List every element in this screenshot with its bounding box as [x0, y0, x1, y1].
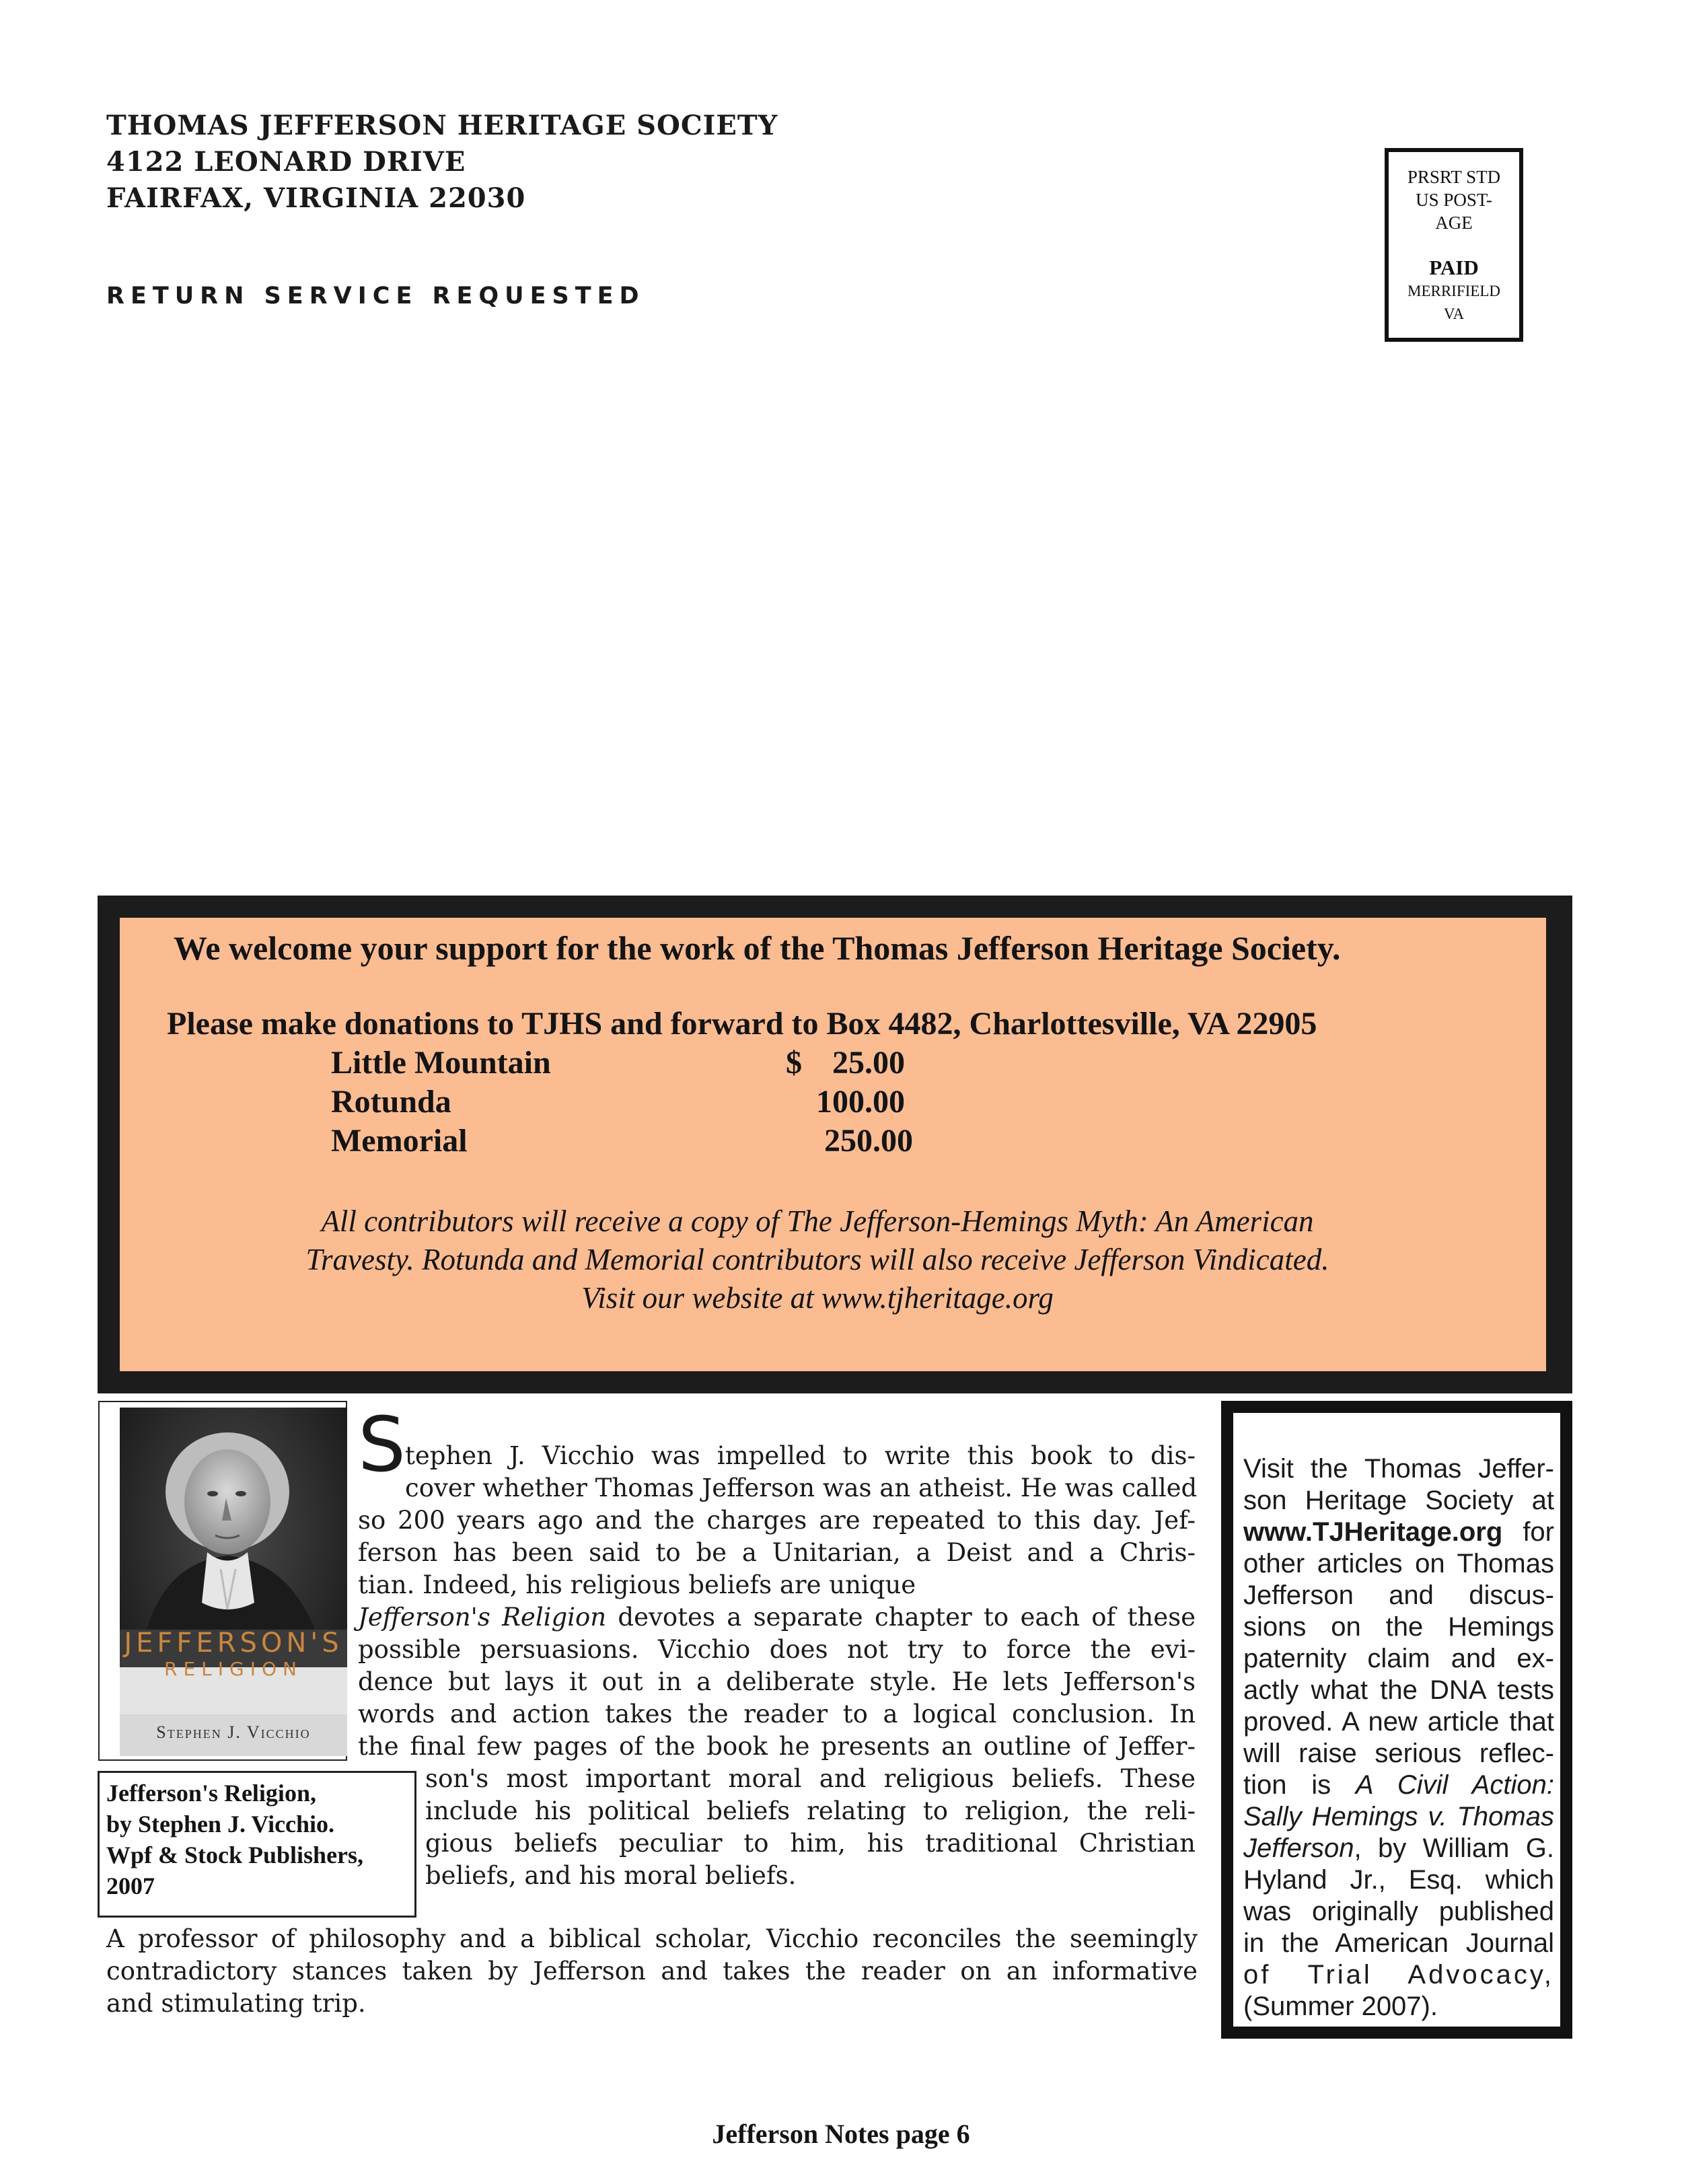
- postage-indicia: [1385, 148, 1523, 342]
- article-line: the final few pages of the book he presents an outline of Jeffer-: [358, 1732, 1196, 1761]
- sidebar-line: son Heritage Society at: [1243, 1486, 1554, 1515]
- article-line: [358, 1601, 1196, 1634]
- donation-note-line: All contributors will receive a copy of The Jefferson-Hemings Myth: An American: [321, 1204, 1314, 1238]
- caption-line: by Stephen J. Vicchio.: [106, 1811, 335, 1837]
- sidebar-line: paternity claim and ex-: [1243, 1644, 1554, 1673]
- level-name: Rotunda: [331, 1084, 451, 1120]
- sidebar-line: [1243, 1517, 1554, 1548]
- sidebar-line: Visit the Thomas Jeffer-: [1243, 1454, 1554, 1484]
- sidebar-line: [1243, 1833, 1554, 1864]
- sidebar-line: of Trial Advocacy,: [1243, 1960, 1554, 1990]
- article-line: dence but lays it out in a deliberate style. He lets Jefferson's: [358, 1667, 1196, 1696]
- page-footer: Jefferson Notes page 6: [712, 2119, 970, 2149]
- website-link[interactable]: www.TJHeritage.org: [1243, 1517, 1503, 1547]
- sidebar-line: was originally published: [1243, 1897, 1554, 1926]
- caption-line: 2007: [106, 1872, 155, 1899]
- level-name: Memorial: [331, 1123, 468, 1159]
- level-name: Little Mountain: [331, 1045, 551, 1081]
- article-line: beliefs, and his moral beliefs.: [425, 1861, 797, 1890]
- article-line: include his political beliefs relating to religion, the reli-: [425, 1796, 1196, 1825]
- sidebar-line: [1243, 1801, 1554, 1833]
- donation-instructions: Please make donations to TJHS and forward to Box 4482, Charlottesville, VA 22905: [167, 1006, 1317, 1042]
- drop-cap: S: [358, 1402, 406, 1489]
- currency-symbol: $: [786, 1045, 802, 1081]
- sidebar-line-start: tion is: [1243, 1770, 1356, 1800]
- article-body-continued: [425, 1763, 1196, 1892]
- sidebar-line-rest: for: [1502, 1517, 1554, 1547]
- book-title-italic: Jefferson's Religion: [358, 1603, 607, 1632]
- sidebar-text: [1243, 1453, 1554, 2023]
- sidebar-line: [1243, 1770, 1554, 1801]
- level-amount: 250.00: [824, 1123, 913, 1159]
- street-address: 4122 LEONARD DRIVE: [106, 146, 466, 178]
- book-cover-author: Stephen J. Vicchio: [156, 1722, 311, 1742]
- article-line: tian. Indeed, his religious beliefs are unique: [358, 1570, 916, 1599]
- return-service-requested: RETURN SERVICE REQUESTED: [106, 283, 645, 310]
- sidebar-line: other articles on Thomas: [1243, 1549, 1554, 1578]
- book-cover-title: JEFFERSON'S: [124, 1628, 343, 1659]
- donation-welcome: We welcome your support for the work of the Thomas Jefferson Heritage Society.: [174, 929, 1341, 967]
- article-closing-paragraph: [106, 1923, 1198, 2020]
- level-amount: 100.00: [816, 1084, 905, 1120]
- article-line: so 200 years ago and the charges are repeated to this day. Jef-: [358, 1506, 1196, 1535]
- city-state-zip: FAIRFAX, VIRGINIA 22030: [106, 182, 526, 214]
- donation-website: Visit our website at www.tjheritage.org: [581, 1281, 1054, 1315]
- level-amount: 25.00: [832, 1045, 905, 1081]
- article-title-italic: Jefferson: [1243, 1833, 1354, 1863]
- article-line: and stimulating trip.: [106, 1989, 366, 2018]
- sidebar-line: Jefferson and discus-: [1243, 1580, 1554, 1610]
- indicia-class: PRSRT STD: [1407, 167, 1501, 187]
- sidebar-line: Hyland Jr., Esq. which: [1243, 1865, 1554, 1895]
- return-address: [106, 108, 778, 217]
- sidebar-line: in the American Journal: [1243, 1928, 1554, 1958]
- indicia-postage-1: US POST-: [1416, 190, 1492, 210]
- article-line: contradictory stances taken by Jefferson and takes the reader on an informative: [106, 1957, 1198, 1986]
- indicia-state: VA: [1443, 305, 1465, 322]
- article-title-italic: Sally Hemings v. Thomas: [1243, 1802, 1554, 1831]
- indicia-paid: PAID: [1429, 256, 1479, 279]
- caption-line: Wpf & Stock Publishers,: [106, 1842, 364, 1868]
- book-caption: [106, 1778, 409, 1901]
- indicia-city: MERRIFIELD: [1407, 283, 1500, 299]
- indicia-postage-2: AGE: [1435, 213, 1473, 233]
- book-cover-image: [120, 1408, 347, 1756]
- article-line: words and action takes the reader to a logical conclusion. In: [358, 1700, 1196, 1728]
- article-title-italic: A Civil Action:: [1355, 1770, 1554, 1800]
- article-line: cover whether Thomas Jefferson was an atheist. He was called: [405, 1473, 1198, 1502]
- sidebar-line: proved. A new article that: [1243, 1707, 1554, 1737]
- sidebar-line: actly what the DNA tests: [1243, 1675, 1554, 1705]
- article-line: tephen J. Vicchio was impelled to write this book to dis-: [405, 1441, 1196, 1470]
- sidebar-line: will raise serious reflec-: [1243, 1739, 1554, 1768]
- book-cover-subtitle: RELIGION: [164, 1658, 303, 1680]
- org-name: THOMAS JEFFERSON HERITAGE SOCIETY: [106, 110, 778, 141]
- article-line: A professor of philosophy and a biblical scholar, Vicchio reconciles the seemingly: [106, 1924, 1198, 1953]
- sidebar-line: (Summer 2007).: [1243, 1992, 1438, 2021]
- caption-line: Jefferson's Religion,: [106, 1780, 316, 1807]
- donation-note-line: Travesty. Rotunda and Memorial contributors will also receive Jefferson Vindicated.: [305, 1243, 1329, 1276]
- sidebar-line: sions on the Hemings: [1243, 1612, 1554, 1642]
- article-line: gious beliefs peculiar to him, his traditional Christian: [425, 1829, 1196, 1858]
- article-line: possible persuasions. Vicchio does not try to force the evi-: [358, 1635, 1196, 1664]
- article-line-rest: devotes a separate chapter to each of these: [606, 1603, 1196, 1632]
- sidebar-line-rest: , by William G.: [1354, 1833, 1554, 1863]
- article-body: [358, 1440, 1196, 1763]
- article-line: son's most important moral and religious beliefs. These: [425, 1764, 1196, 1793]
- jefferson-portrait-icon: [120, 1408, 347, 1756]
- article-line: ferson has been said to be a Unitarian, a Deist and a Chris-: [358, 1538, 1196, 1567]
